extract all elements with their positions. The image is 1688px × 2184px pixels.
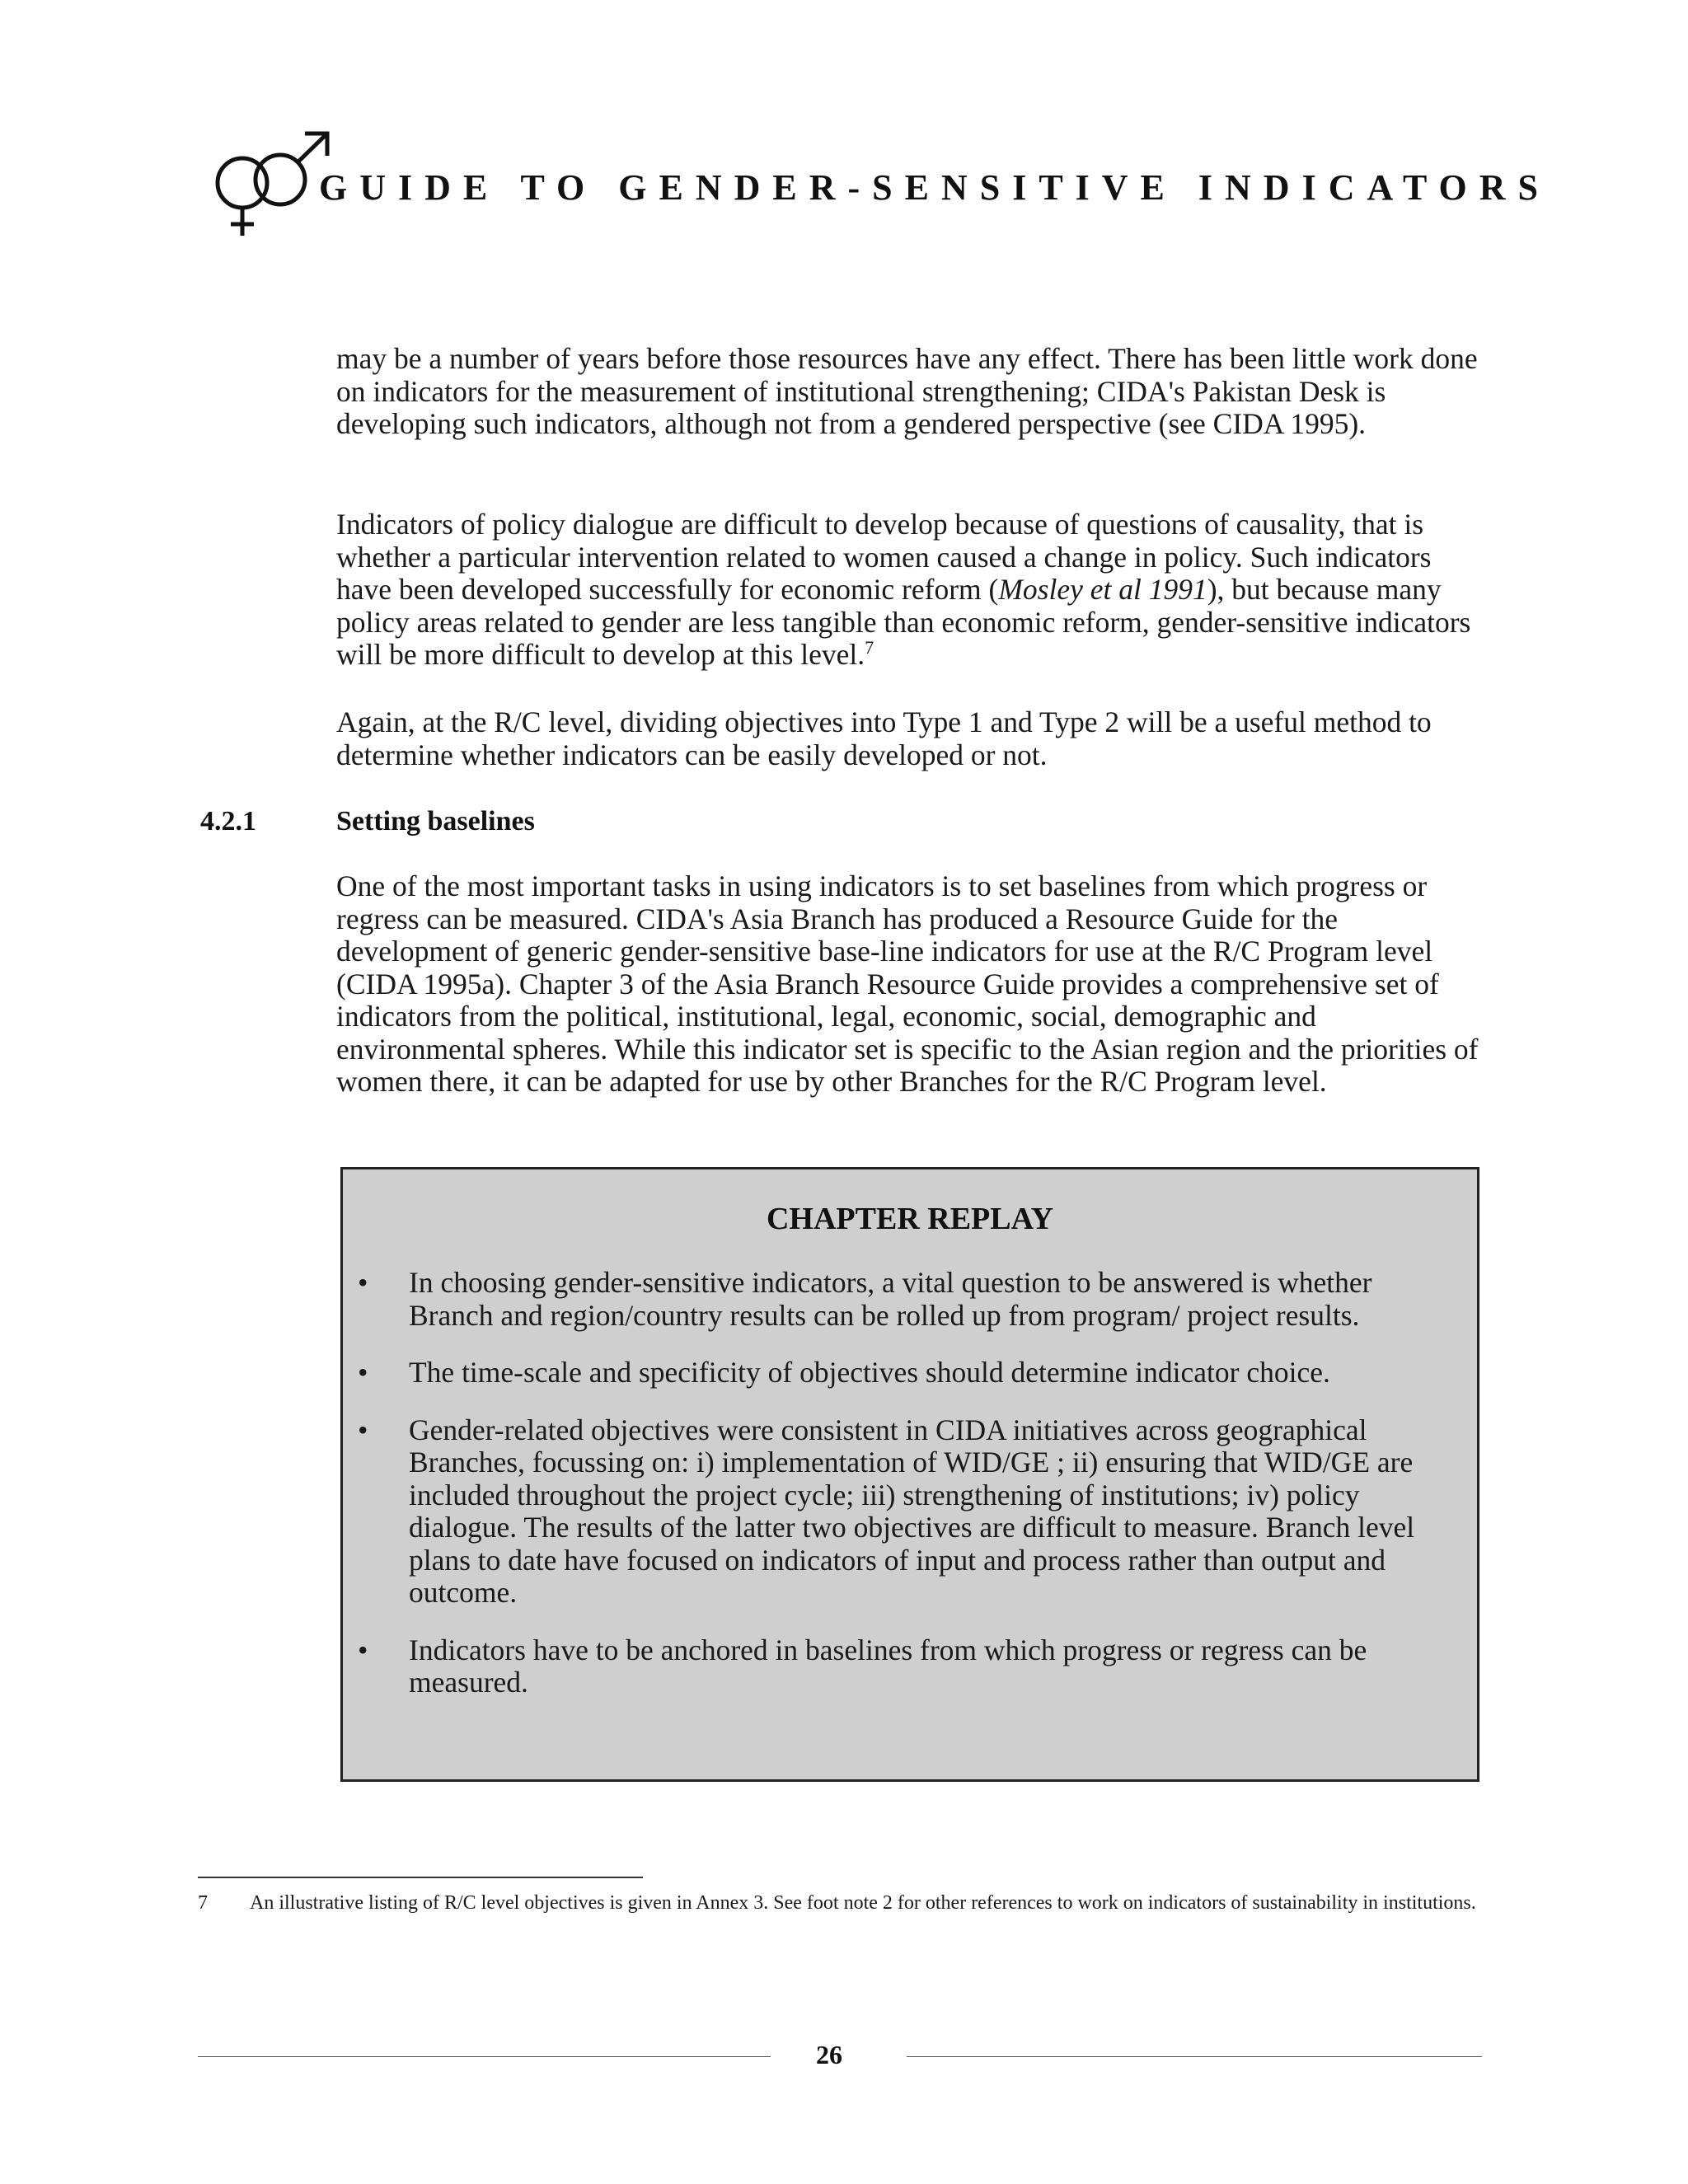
list-item-text: In choosing gender-sensitive indicators, a vital question to be answered is whether Branch and region/country results can be rolled up from program/ project results. <box>409 1266 1372 1332</box>
chapter-replay-title: CHAPTER REPLAY <box>766 1202 1054 1236</box>
list-item-text: The time-scale and specificity of objectives should determine indicator choice. <box>409 1356 1330 1389</box>
footer-divider-left <box>198 2056 771 2057</box>
bullet-icon: • <box>358 1266 368 1299</box>
paragraph-text: Again, at the R/C level, dividing objectives into Type 1 and Type 2 will be a useful method to determine whether indicators can be easily developed or not. <box>336 705 1432 771</box>
body-paragraph-2 <box>336 509 1482 706</box>
list-item <box>343 1634 1477 1699</box>
header-title: GUIDE TO GENDER-SENSITIVE INDICATORS <box>319 167 1551 208</box>
citation: Mosley et al 1991 <box>998 573 1207 606</box>
paragraph-text: One of the most important tasks in using indicators is to set baselines from which progress or regress can be measured. CIDA's Asia Branch has produced a Resource Guide for the development of generic gender-sensitive base-line indicators for use at the R/C Program level (CIDA 1995a). Chapter 3 of the Asia Branch Resource Guide provides a comprehensive set of indicators from the political, institutional, legal, economic, social, demographic and environmental spheres. While this indicator set is specific to the Asian region and the priorities of women there, it can be adapted for use by other Branches for the R/C Program level. <box>336 869 1479 1098</box>
list-item-text: Gender-related objectives were consistent in CIDA initiatives across geographical Branches, focussing on: i) implementation of WID/GE ; ii) ensuring that WID/GE are included throughout the project cycle; iii) strengthening of institutions; iv) policy dialogue. The results of the latter two objectives are difficult to measure. Branch level plans to date have focused on indicators of input and process rather than output and outcome. <box>409 1413 1415 1609</box>
footnote-divider <box>198 1877 643 1878</box>
footnote-number: 7 <box>198 1892 208 1914</box>
list-item <box>343 1414 1477 1610</box>
section-title: Setting baselines <box>336 806 535 837</box>
list-item-text: Indicators have to be anchored in baselines from which progress or regress can be measured. <box>409 1633 1367 1699</box>
footer-divider-right <box>907 2056 1482 2057</box>
chapter-replay-list <box>343 1267 1477 1724</box>
page-header <box>208 127 1551 251</box>
paragraph-text-part: ), but because many policy areas related to gender are less tangible than economic reform, gender-sensitive indicators will be more difficult to develop at this level. <box>336 573 1471 671</box>
section-number: 4.2.1 <box>200 806 256 837</box>
body-paragraph-1 <box>336 343 1482 476</box>
paragraph-text-part: Indicators of policy dialogue are difficult to develop because of questions of causality, that is whether a particular intervention related to women caused a change in policy. Such indicators have been developed successfully for economic reform ( <box>336 508 1432 606</box>
bullet-icon: • <box>358 1356 368 1389</box>
bullet-icon: • <box>358 1413 368 1446</box>
paragraph-text: may be a number of years before those resources have any effect. There has been little work done on indicators for the measurement of institutional strengthening; CIDA's Pakistan Desk is developing such indicators, although not from a gendered perspective (see CIDA 1995). <box>336 342 1478 440</box>
paragraph-text <box>336 509 1482 672</box>
chapter-replay-box <box>340 1167 1479 1782</box>
body-paragraph-4 <box>336 870 1482 1133</box>
body-paragraph-3 <box>336 706 1482 806</box>
list-item <box>343 1357 1477 1390</box>
bullet-icon: • <box>358 1633 368 1666</box>
list-item <box>343 1267 1477 1332</box>
footnote-reference[interactable]: 7 <box>865 637 874 658</box>
footnote-text: An illustrative listing of R/C level objectives is given in Annex 3. See foot note 2 for other references to work on indicators of sustainability in institutions. <box>250 1892 1476 1914</box>
page-number: 26 <box>816 2040 842 2069</box>
